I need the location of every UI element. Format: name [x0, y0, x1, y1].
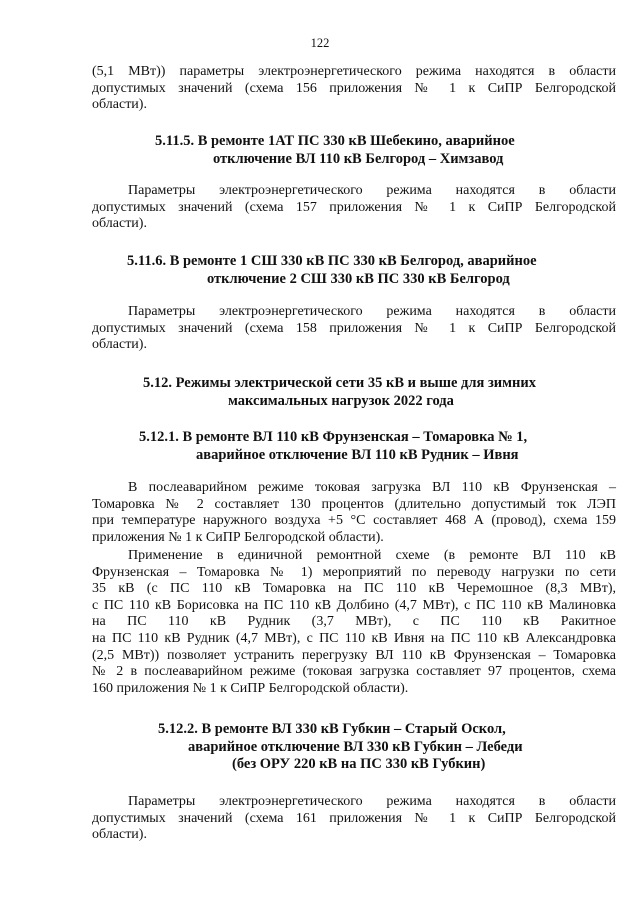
text-line: (5,1 МВт)) параметры электроэнергетического режима находятся в области [92, 64, 616, 79]
section-heading-5-12-2 [92, 721, 616, 774]
text-line: 35 кВ (с ПС 110 кВ Томаровка на ПС 110 кВ Черемошное (8,3 МВт), [92, 581, 616, 597]
section-heading-5-11-5 [92, 133, 616, 168]
heading-line: 5.12.1. В ремонте ВЛ 110 кВ Фрунзенская – Томаровка № 1, [139, 429, 528, 445]
text-line: Параметры электроэнергетического режима находятся в области [128, 183, 616, 198]
text-line: допустимых значений (схема 156 приложения № 1 к СиПР Белгородской [92, 80, 616, 96]
text-line: Параметры электроэнергетического режима находятся в области [128, 304, 616, 319]
heading-line: 5.11.6. В ремонте 1 СШ 330 кВ ПС 330 кВ Белгород, аварийное [127, 253, 537, 269]
heading-line: отключение 2 СШ 330 кВ ПС 330 кВ Белгород [207, 270, 510, 287]
paragraph [92, 183, 616, 233]
text-line: области). [92, 216, 147, 232]
text-line: 160 приложения № 1 к СиПР Белгородской области). [92, 680, 409, 696]
text-line: допустимых значений (схема 161 приложения № 1 к СиПР Белгородской [92, 810, 616, 826]
text-line: (2,5 МВт)) позволяет устранить перегрузку ВЛ 110 кВ Фрунзенская – Томаровка [92, 647, 616, 663]
paragraph [92, 480, 616, 546]
section-heading-5-12-1 [92, 429, 616, 464]
text-line: области). [92, 337, 147, 353]
text-line: Применение в единичной ремонтной схеме (в ремонте ВЛ 110 кВ [128, 548, 616, 563]
text-line: области). [92, 97, 147, 113]
paragraph-continuation [92, 64, 616, 114]
text-line: с ПС 110 кВ Борисовка на ПС 110 кВ Долбино (4,7 МВт), с ПС 110 кВ Малиновка [92, 597, 616, 613]
text-line: при температуре наружного воздуха +5 °С составляет 468 А (провод), схема 159 [92, 513, 616, 529]
heading-line: аварийное отключение ВЛ 330 кВ Губкин – Лебеди [188, 738, 523, 755]
heading-line: (без ОРУ 220 кВ на ПС 330 кВ Губкин) [232, 756, 486, 772]
text-line: допустимых значений (схема 157 приложения № 1 к СиПР Белгородской [92, 199, 616, 215]
text-line: В послеаварийном режиме токовая загрузка ВЛ 110 кВ Фрунзенская – [128, 480, 616, 495]
heading-line: отключение ВЛ 110 кВ Белгород – Химзавод [213, 150, 504, 167]
text-line: Фрунзенская – Томаровка № 1) мероприятий по переводу нагрузки по сети [92, 564, 616, 580]
heading-line: 5.12.2. В ремонте ВЛ 330 кВ Губкин – Старый Оскол, [158, 721, 506, 737]
text-line: приложения № 1 к СиПР Белгородской области). [92, 529, 384, 545]
page-number: 122 [310, 36, 330, 50]
text-line: на ПС 110 кВ Рудник (3,7 МВт), с ПС 110 кВ Ракитное [92, 614, 616, 630]
heading-line: аварийное отключение ВЛ 110 кВ Рудник – Ивня [196, 446, 519, 463]
paragraph [92, 304, 616, 354]
paragraph [92, 794, 616, 844]
heading-line: 5.11.5. В ремонте 1АТ ПС 330 кВ Шебекино, аварийное [155, 133, 515, 149]
section-heading-5-12 [92, 375, 616, 410]
text-line: Параметры электроэнергетического режима находятся в области [128, 794, 616, 809]
text-line: Томаровка № 2 составляет 130 процентов (длительно допустимый ток ЛЭП [92, 496, 616, 512]
heading-line: 5.12. Режимы электрической сети 35 кВ и выше для зимних [143, 375, 537, 391]
section-heading-5-11-6 [92, 253, 616, 288]
text-line: области). [92, 827, 147, 843]
paragraph [92, 548, 616, 697]
text-line: № 2 в послеаварийном режиме (токовая загрузка составляет 97 процентов, схема [92, 664, 616, 680]
heading-line: максимальных нагрузок 2022 года [228, 392, 454, 409]
text-line: на ПС 110 кВ Рудник (4,7 МВт), с ПС 110 кВ Ивня на ПС 110 кВ Александровка [92, 630, 616, 646]
text-line: допустимых значений (схема 158 приложения № 1 к СиПР Белгородской [92, 320, 616, 336]
